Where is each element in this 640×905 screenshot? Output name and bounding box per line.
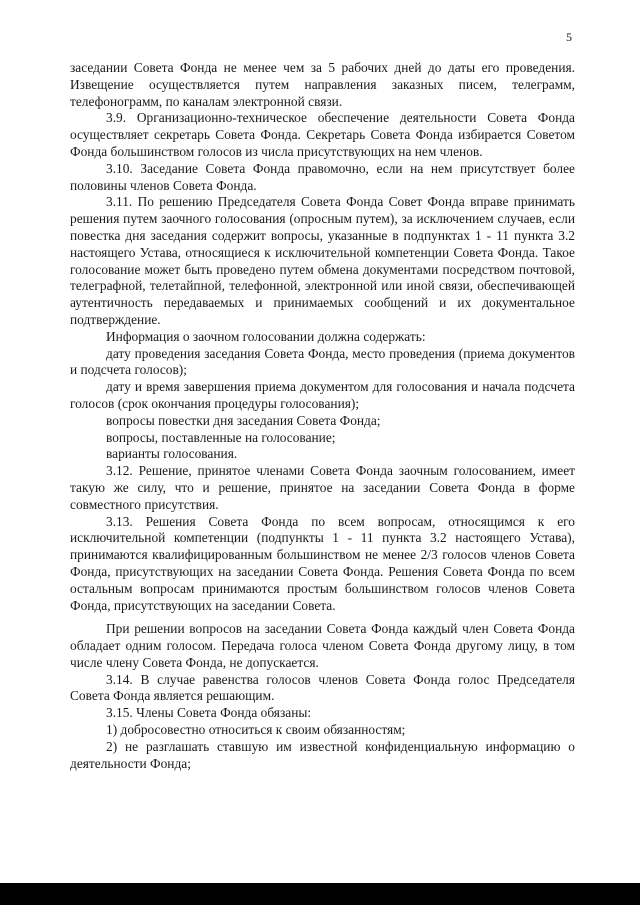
scan-bottom-border: [0, 883, 640, 905]
duty-item-1: 1) добросовестно относиться к своим обязанностям;: [106, 722, 406, 738]
page-number: 5: [566, 30, 572, 44]
absentee-info-item: вопросы повестки дня заседания Совета Фонда;: [106, 412, 381, 428]
absentee-info-item: дату проведения заседания Совета Фонда, место проведения (приема документов и подсчета голосов);: [70, 345, 575, 378]
absentee-info-item: вопросы, поставленные на голосование;: [106, 429, 336, 445]
document-body: [70, 60, 575, 772]
absentee-info-heading: Информация о заочном голосовании должна содержать:: [106, 328, 426, 344]
voting-rule-paragraph: При решении вопросов на заседании Совета Фонда каждый член Совета Фонда обладает одним голосом. Передача голоса членом Совета Фонда другому лицу, в том числе члену Совета Фонда, не допускается.: [70, 621, 575, 670]
paragraph-continuation: заседании Совета Фонда не менее чем за 5 рабочих дней до даты его проведения. Извещение осуществляется путем направления заказных писем, телеграмм, телефонограмм, по каналам электронной связи.: [70, 60, 575, 109]
duty-item-2: 2) не разглашать ставшую им известной конфиденциальную информацию о деятельности Фонда;: [70, 738, 575, 771]
clause-3-15: 3.15. Члены Совета Фонда обязаны:: [106, 705, 312, 721]
clause-3-11: 3.11. По решению Председателя Совета Фонда Совет Фонда вправе принимать решения путем заочного голосования (опросным путем), за исключением случаев, если повестка дня заседания содержит вопросы, указанные в подпунктах 1 - 11 пункта 3.2 настоящего Устава, относящиеся к исключительной компетенции Совета Фонда. Такое голосование может быть проведено путем обмена документами посредством почтовой, телеграфной, телетайпной, телефонной, электронной или иной связи, обеспечивающей аутентичность передаваемых и принимаемых сообщений и их документальное подтверждение.: [70, 194, 575, 327]
clause-3-9: 3.9. Организационно-техническое обеспечение деятельности Совета Фонда осуществляет секретарь Совета Фонда. Секретарь Совета Фонда избирается Советом Фонда большинством голосов из числа присутствующих на нем членов.: [70, 110, 575, 159]
absentee-info-item: варианты голосования.: [106, 446, 238, 462]
absentee-info-item: дату и время завершения приема документом для голосования и начала подсчета голосов (срок окончания процедуры голосования);: [70, 379, 575, 411]
clause-3-13: 3.13. Решения Совета Фонда по всем вопросам, относящимся к его исключительной компетенции (подпункты 1 - 11 пункта 3.2 настоящего Устава), принимаются квалифицированным большинством не менее 2/3 голосов членов Совета Фонда, присутствующих на заседании Совета Фонда. Решения Совета Фонда по всем остальным вопросам принимаются простым большинством голосов членов Совета Фонда, присутствующих на заседании Совета.: [70, 513, 575, 613]
clause-3-12: 3.12. Решение, принятое членами Совета Фонда заочным голосованием, имеет такую же силу, что и решение, принятое на заседании Совета Фонда в форме совместного присутствия.: [70, 463, 575, 512]
clause-3-14: 3.14. В случае равенства голосов членов Совета Фонда голос Председателя Совета Фонда является решающим.: [70, 671, 575, 704]
clause-3-10: 3.10. Заседание Совета Фонда правомочно, если на нем присутствует более половины членов Совета Фонда.: [70, 160, 575, 193]
